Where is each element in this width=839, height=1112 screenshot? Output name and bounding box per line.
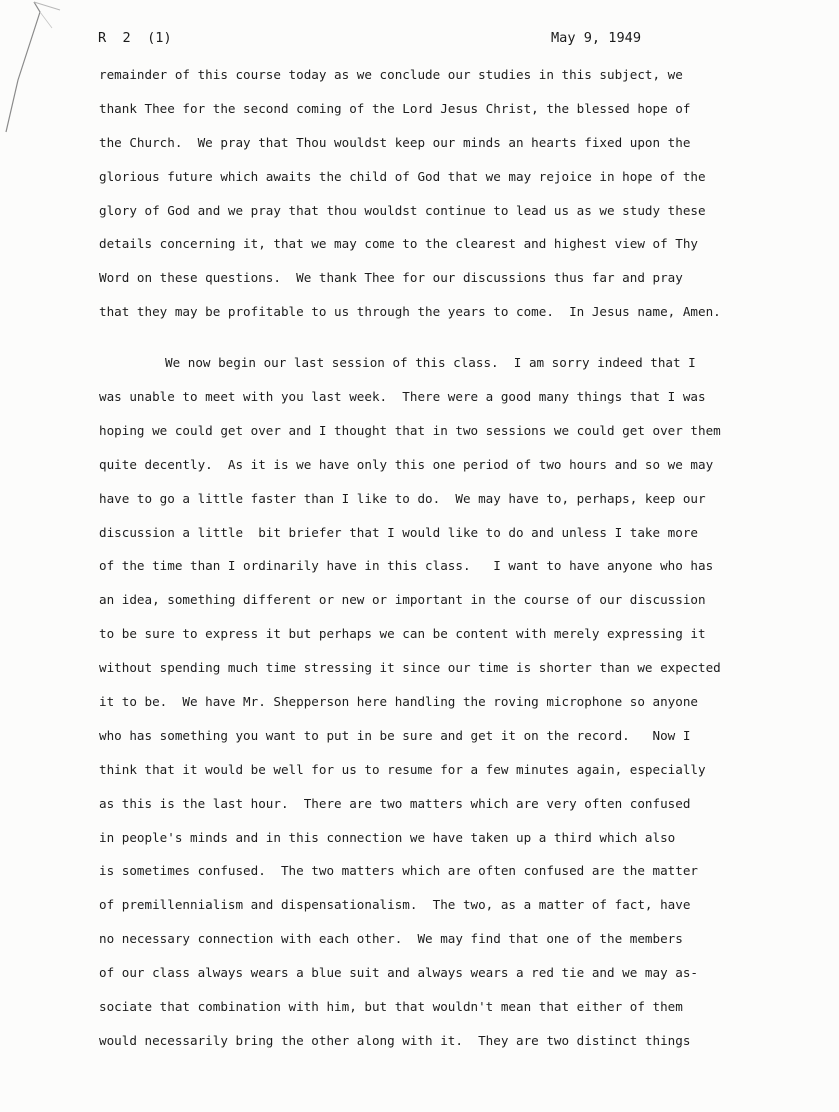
text-line: was unable to meet with you last week. There were a good many things that I was <box>99 389 706 405</box>
text-line: in people's minds and in this connection we have taken up a third which also <box>99 829 676 845</box>
folded-corner-mark <box>0 0 70 150</box>
text-line: remainder of this course today as we conclude our studies in this subject, we <box>99 67 683 82</box>
text-line: thank Thee for the second coming of the Lord Jesus Christ, the blessed hope of <box>99 100 691 116</box>
text-line: is sometimes confused. The two matters which are often confused are the matter <box>99 863 698 879</box>
text-line: have to go a little faster than I like to do. We may have to, perhaps, keep our <box>99 490 706 506</box>
page-header <box>0 30 839 54</box>
paragraph-gap <box>99 336 799 353</box>
text-line: to be sure to express it but perhaps we can be content with merely expressing it <box>99 626 706 642</box>
text-line: the Church. We pray that Thou wouldst keep our minds an hearts fixed upon the <box>99 134 691 150</box>
body-text <box>99 65 799 1065</box>
text-line: hoping we could get over and I thought that in two sessions we could get over them <box>99 422 721 438</box>
text-line: of the time than I ordinarily have in this class. I want to have anyone who has <box>99 558 714 574</box>
text-line: it to be. We have Mr. Shepperson here handling the roving microphone so anyone <box>99 694 698 710</box>
text-line: of our class always wears a blue suit and always wears a red tie and we may as- <box>99 965 698 981</box>
text-line: Word on these questions. We thank Thee for our discussions thus far and pray <box>99 270 683 286</box>
text-line: discussion a little bit briefer that I would like to do and unless I take more <box>99 524 698 540</box>
text-line: of premillennialism and dispensationalism. The two, as a matter of fact, have <box>99 897 691 913</box>
text-line: who has something you want to put in be sure and get it on the record. Now I <box>99 727 691 743</box>
paragraph-prayer <box>99 65 799 336</box>
text-line: glorious future which awaits the child of God that we may rejoice in hope of the <box>99 168 706 184</box>
page-date: May 9, 1949 <box>551 30 642 46</box>
text-line: quite decently. As it is we have only this one period of two hours and so we may <box>99 456 714 472</box>
text-line: no necessary connection with each other. We may find that one of the members <box>99 931 683 947</box>
text-line: sociate that combination with him, but that wouldn't mean that either of them <box>99 999 683 1015</box>
text-line: details concerning it, that we may come to the clearest and highest view of Thy <box>99 236 698 252</box>
paragraph-lecture <box>99 353 799 1065</box>
text-line: would necessarily bring the other along with it. They are two distinct things <box>99 1032 691 1048</box>
text-line: an idea, something different or new or important in the course of our discussion <box>99 592 706 608</box>
text-line: think that it would be well for us to resume for a few minutes again, especially <box>99 761 706 777</box>
text-line: as this is the last hour. There are two matters which are very often confused <box>99 795 691 811</box>
text-line: without spending much time stressing it since our time is shorter than we expected <box>99 660 721 676</box>
text-line: that they may be profitable to us through the years to come. In Jesus name, Amen. <box>99 304 721 320</box>
text-line: glory of God and we pray that thou wouldst continue to lead us as we study these <box>99 202 706 218</box>
text-line: We now begin our last session of this class. I am sorry indeed that I <box>165 355 696 371</box>
page-code: R 2 (1) <box>98 30 172 46</box>
